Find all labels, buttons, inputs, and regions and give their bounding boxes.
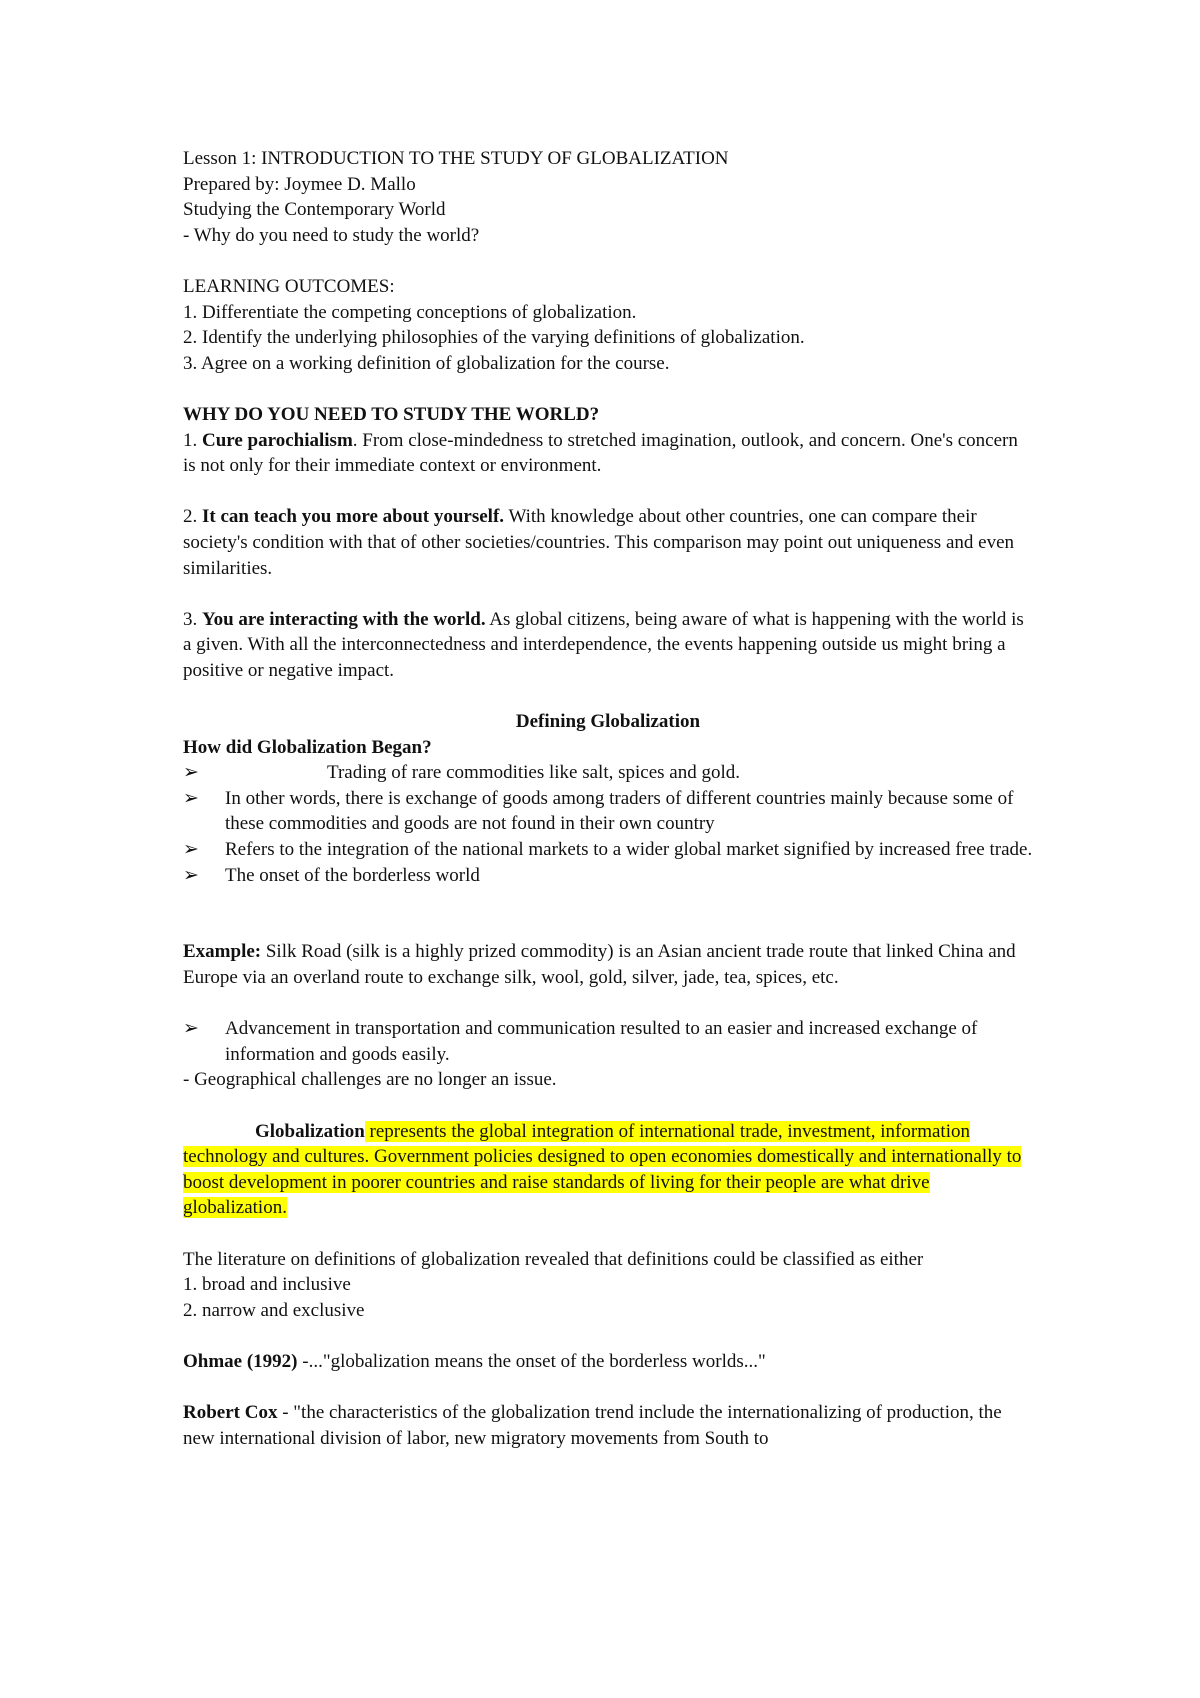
arrowhead-bullet-icon: ➢	[183, 762, 199, 784]
course-name: Studying the Contemporary World	[183, 199, 446, 221]
reason-number: 1.	[183, 429, 202, 451]
reason-paragraph	[183, 607, 1033, 684]
reason-paragraph	[183, 504, 1033, 581]
quote-text: - "the characteristics of the globalization trend include the internationalizing of production, the new international division of labor, new migratory movements from South to	[183, 1402, 1002, 1449]
highlighted-definition: represents the global integration of international trade, investment, information technology and cultures. Government policies designed to open economies domestically and internationally to boost development in poorer countries and raise standards of living for their people are what drive globalization.	[183, 1120, 1022, 1219]
reason-title: Cure parochialism	[202, 429, 353, 451]
list-item	[183, 760, 1033, 786]
quote-author: Robert Cox	[183, 1402, 278, 1424]
quote-text: -..."globalization means the onset of the borderless worlds..."	[297, 1350, 766, 1372]
lesson-title: Lesson 1: INTRODUCTION TO THE STUDY OF GLOBALIZATION	[183, 148, 729, 169]
literature-paragraph: The literature on definitions of globalization revealed that definitions could be classified as either	[183, 1248, 924, 1270]
example-label: Example:	[183, 941, 262, 963]
quote-paragraph	[183, 1400, 1033, 1451]
bullet-text: Advancement in transportation and communication resulted to an easier and increased exchange of information and goods easily.	[225, 1018, 978, 1065]
why-heading: WHY DO YOU NEED TO STUDY THE WORLD?	[183, 403, 600, 425]
prepared-by: Prepared by: Joymee D. Mallo	[183, 173, 416, 195]
geography-note: - Geographical challenges are no longer an issue.	[183, 1069, 557, 1091]
defining-heading: Defining Globalization	[515, 711, 701, 733]
quote-paragraph	[183, 1349, 1033, 1375]
outcome-item: 1. Differentiate the competing conceptions of globalization.	[183, 301, 637, 323]
classification-item: 2. narrow and exclusive	[183, 1299, 365, 1321]
bullet-text: The onset of the borderless world	[225, 864, 480, 886]
definition-term: Globalization	[255, 1120, 365, 1142]
reason-number: 3.	[183, 608, 202, 630]
began-subheading: How did Globalization Began?	[183, 736, 432, 758]
reason-title: You are interacting with the world.	[202, 608, 486, 630]
quote-author: Ohmae (1992)	[183, 1350, 298, 1372]
bullet-text: In other words, there is exchange of goods among traders of different countries mainly because some of these commodities and goods are not found in their own country	[225, 787, 1014, 835]
list-item	[183, 1016, 1033, 1067]
reason-text: . From close-mindedness to stretched imagination, outlook, and concern. One's concern is not only for their immediate context or environment.	[183, 429, 1018, 477]
definition-paragraph	[183, 1119, 1033, 1221]
document-body	[183, 146, 1033, 1451]
classification-item: 1. broad and inclusive	[183, 1274, 351, 1296]
reason-paragraph	[183, 428, 1033, 479]
list-item	[183, 863, 1033, 889]
arrowhead-bullet-icon: ➢	[183, 787, 199, 809]
arrowhead-bullet-icon: ➢	[183, 1018, 199, 1040]
origin-bullet-list	[183, 760, 1033, 888]
bullet-text: Refers to the integration of the national markets to a wider global market signified by increased free trade.	[225, 839, 1033, 861]
list-item	[183, 837, 1033, 863]
outcomes-heading: LEARNING OUTCOMES:	[183, 275, 395, 297]
reason-number: 2.	[183, 506, 202, 528]
outcome-item: 2. Identify the underlying philosophies of the varying definitions of globalization.	[183, 327, 805, 349]
outcome-item: 3. Agree on a working definition of globalization for the course.	[183, 352, 670, 374]
reason-text: As global citizens, being aware of what is happening with the world is a given. With all the interconnectedness and interdependence, the events happening outside us might bring a positive or negative impact.	[183, 608, 1024, 681]
reason-text: With knowledge about other countries, one can compare their society's condition with that of other societies/countries. This comparison may point out uniqueness and even similarities.	[183, 506, 1014, 579]
arrowhead-bullet-icon: ➢	[183, 864, 199, 886]
reason-title: It can teach you more about yourself.	[202, 506, 505, 528]
bullet-text: Trading of rare commodities like salt, spices and gold.	[327, 762, 740, 784]
guiding-question: - Why do you need to study the world?	[183, 224, 480, 246]
example-text: Silk Road (silk is a highly prized commodity) is an Asian ancient trade route that linked China and Europe via an overland route to exchange silk, wool, gold, silver, jade, tea, spices, etc.	[183, 941, 1016, 988]
list-item	[183, 786, 1033, 837]
example-paragraph	[183, 939, 1033, 990]
arrowhead-bullet-icon: ➢	[183, 839, 199, 861]
advancement-bullet-list	[183, 1016, 1033, 1067]
